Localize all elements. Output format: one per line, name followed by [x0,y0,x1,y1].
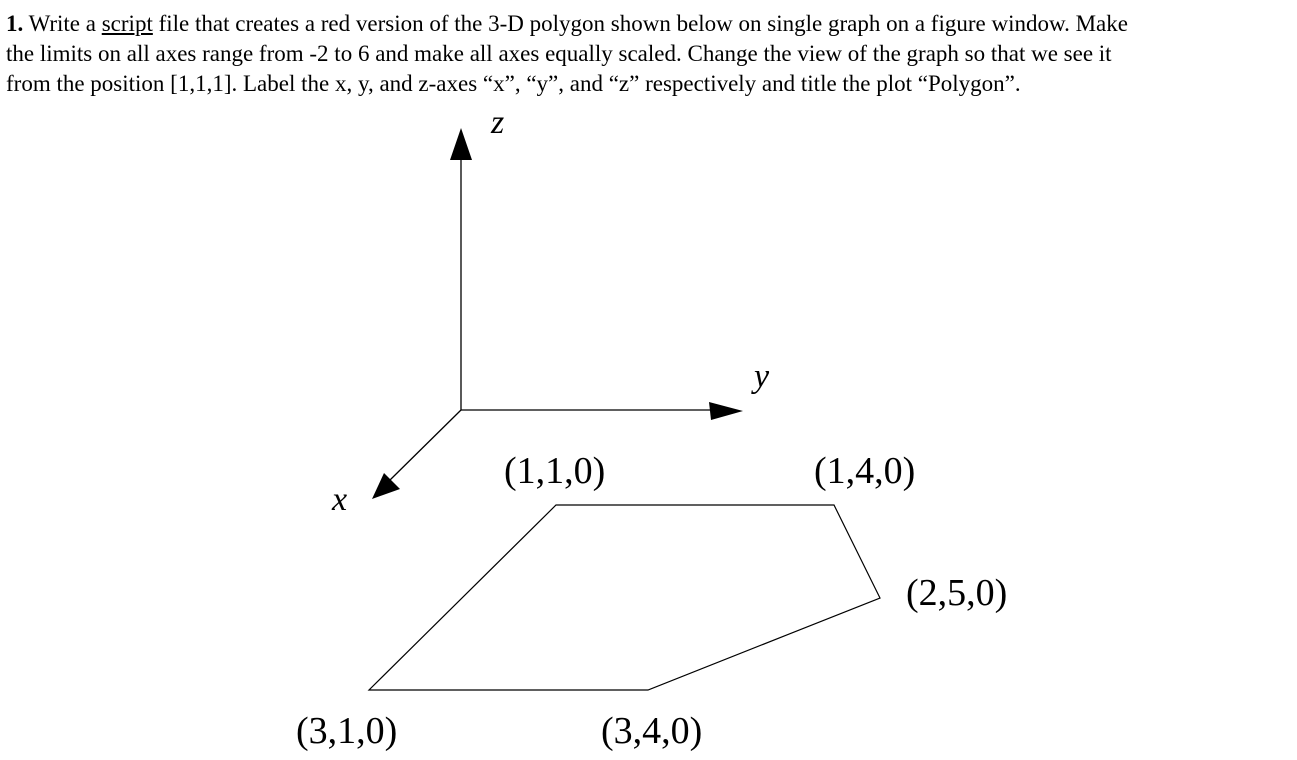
y-axis-label: y [754,358,770,395]
x-axis-label: x [332,481,348,518]
polygon-shape [369,505,880,690]
z-axis-label: z [491,104,505,141]
vertex-label-3-1-0: (3,1,0) [296,710,398,752]
z-axis-arrowhead [450,128,472,160]
problem-line-2: the limits on all axes range from -2 to 6 and make all axes equally scaled. Change the view of the graph so that we see it [6,41,1112,66]
y-axis-arrowhead [709,402,743,420]
vertex-label-2-5-0: (2,5,0) [906,572,1008,614]
x-axis-arrowhead [372,473,400,499]
problem-number: 1. [6,11,24,36]
vertex-label-1-4-0: (1,4,0) [814,450,916,492]
x-axis-line [390,410,461,480]
script-underlined-word: script [101,11,153,36]
problem-text-1a: Write a [23,11,102,36]
problem-text-1b: file that creates a red version of the 3-D polygon shown below on single graph on a figure window. Make [152,11,1128,36]
problem-line-3: from the position [1,1,1]. Label the x, y, and z-axes “x”, “y”, and “z” respectively and title the plot “Polygon”. [6,71,1021,96]
vertex-label-3-4-0: (3,4,0) [601,710,703,752]
vertex-label-1-1-0: (1,1,0) [504,450,606,492]
